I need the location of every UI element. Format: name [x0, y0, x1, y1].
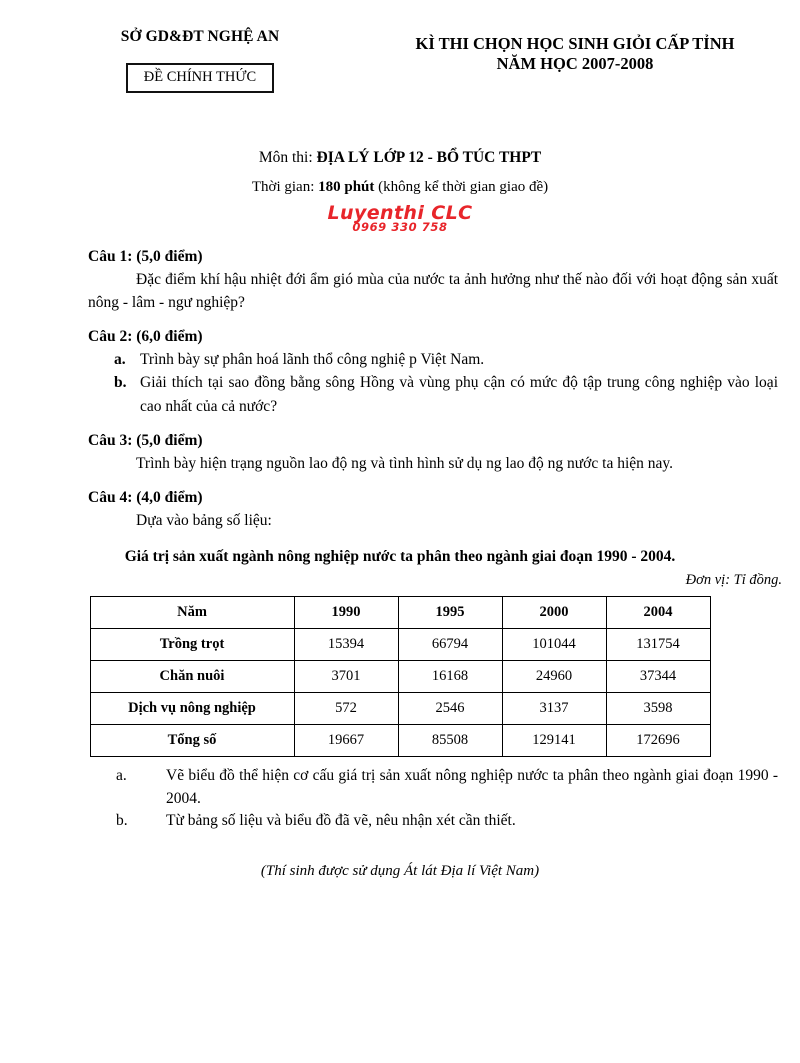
document-header: [0, 28, 800, 143]
exam-title-block: [360, 34, 790, 74]
table-col-header-1990: 1990: [294, 597, 398, 629]
question-3-heading: Câu 3: (5,0 điểm): [88, 431, 203, 449]
data-table-title: Giá trị sản xuất ngành nông nghiệp nước ta phân theo ngành giai đoạn 1990 - 2004.: [124, 548, 676, 566]
table-row-label-trong-trot: Trồng trọt: [90, 629, 294, 661]
exam-school-year: NĂM HỌC 2007-2008: [496, 54, 654, 74]
time-allowance-line: [0, 179, 800, 196]
table-corner-header: Năm: [90, 597, 294, 629]
table-cell-chan-nuoi-2004: 37344: [606, 661, 710, 693]
table-header-row: [90, 597, 710, 629]
question-2-item-b-marker: b.: [114, 374, 127, 392]
question-2-subitems: [88, 348, 778, 418]
question-2-item-a-marker: a.: [114, 351, 126, 368]
question-4-tasks: [88, 765, 778, 832]
time-label: Thời gian:: [251, 179, 315, 195]
subject-label: Môn thi:: [258, 149, 313, 166]
table-cell-tong-so-2000: 129141: [502, 725, 606, 757]
agriculture-output-table: [90, 596, 711, 757]
table-row: [90, 661, 710, 693]
table-cell-dich-vu-2000: 3137: [502, 693, 606, 725]
data-table-block: [0, 548, 800, 757]
question-2-item-a-text: Trình bày sự phân hoá lãnh thổ công nghiệ p Việt Nam.: [140, 351, 485, 368]
table-cell-trong-trot-1990: 15394: [294, 629, 398, 661]
question-2-item-a: [88, 348, 778, 371]
table-col-header-2000: 2000: [502, 597, 606, 629]
table-cell-trong-trot-1995: 66794: [398, 629, 502, 661]
task-item-b-marker: b.: [116, 812, 128, 830]
watermark-logo: [0, 204, 800, 234]
exam-paper-page: [0, 28, 800, 1063]
logo-phone-number: 0969 330 758: [352, 220, 448, 234]
table-col-header-1995: 1995: [398, 597, 502, 629]
table-row: [90, 693, 710, 725]
question-3-body: Trình bày hiện trạng nguồn lao độ ng và tình hình sử dụ ng lao độ ng nước ta hiện nay.: [136, 454, 674, 472]
table-cell-tong-so-1995: 85508: [398, 725, 502, 757]
task-item-a-text: Vẽ biểu đồ thể hiện cơ cấu giá trị sản xuất nông nghiệp nước ta phân theo ngành giai đoạn 1990 - 2004.: [166, 767, 778, 807]
table-row-label-dich-vu-nong-nghiep: Dịch vụ nông nghiệp: [90, 693, 294, 725]
task-item-b: [88, 810, 778, 832]
table-cell-chan-nuoi-2000: 24960: [502, 661, 606, 693]
table-cell-trong-trot-2004: 131754: [606, 629, 710, 661]
table-row: [90, 725, 710, 757]
table-cell-chan-nuoi-1995: 16168: [398, 661, 502, 693]
exam-content: [88, 248, 778, 533]
task-item-b-text: Từ bảng số liệu và biểu đồ đã vẽ, nêu nhận xét cần thiết.: [166, 812, 516, 830]
time-note: (không kể thời gian giao đề): [378, 179, 549, 195]
table-cell-trong-trot-2000: 101044: [502, 629, 606, 661]
logo-brand-text: Luyenthi CLC: [327, 202, 473, 224]
data-table-unit: Đơn vị: Tỉ đồng.: [685, 572, 782, 589]
table-cell-chan-nuoi-1990: 3701: [294, 661, 398, 693]
table-row-label-tong-so: Tổng số: [90, 725, 294, 757]
question-2-item-b: [88, 371, 778, 418]
subject-line: [0, 149, 800, 167]
table-cell-dich-vu-1990: 572: [294, 693, 398, 725]
table-cell-tong-so-2004: 172696: [606, 725, 710, 757]
question-1-body: Đặc điểm khí hậu nhiệt đới ẩm gió mùa của nước ta ảnh hưởng như thế nào đối với hoạt động sản xuất nông - lâm - ngư nghiệp?: [88, 270, 778, 311]
issuing-office-block: [50, 28, 350, 93]
task-item-a-marker: a.: [116, 767, 127, 785]
issuing-office-name: SỞ GD&ĐT NGHỆ AN: [120, 28, 280, 45]
time-duration: 180 phút: [318, 179, 375, 195]
footer-note: (Thí sinh được sử dụng Át lát Địa lí Việt Nam): [260, 862, 540, 879]
question-1-heading: Câu 1: (5,0 điểm): [88, 247, 203, 265]
question-2-heading: Câu 2: (6,0 điểm): [88, 328, 203, 345]
question-2-item-b-text: Giải thích tại sao đồng bằng sông Hồng và vùng phụ cận có mức độ tập trung công nghiệp vào loại cao nhất của cả nước?: [140, 374, 778, 415]
table-cell-dich-vu-2004: 3598: [606, 693, 710, 725]
question-4-body: Dựa vào bảng số liệu:: [136, 512, 272, 529]
task-item-a: [88, 765, 778, 810]
official-exam-badge: ĐỀ CHÍNH THỨC: [126, 63, 274, 93]
table-col-header-2004: 2004: [606, 597, 710, 629]
table-row: [90, 629, 710, 661]
question-4-heading: Câu 4: (4,0 điểm): [88, 489, 203, 506]
table-row-label-chan-nuoi: Chăn nuôi: [90, 661, 294, 693]
subject-value: ĐỊA LÝ LỚP 12 - BỔ TÚC THPT: [316, 149, 542, 166]
table-cell-tong-so-1990: 19667: [294, 725, 398, 757]
table-cell-dich-vu-1995: 2546: [398, 693, 502, 725]
exam-title: KÌ THI CHỌN HỌC SINH GIỎI CẤP TỈNH: [415, 34, 735, 53]
